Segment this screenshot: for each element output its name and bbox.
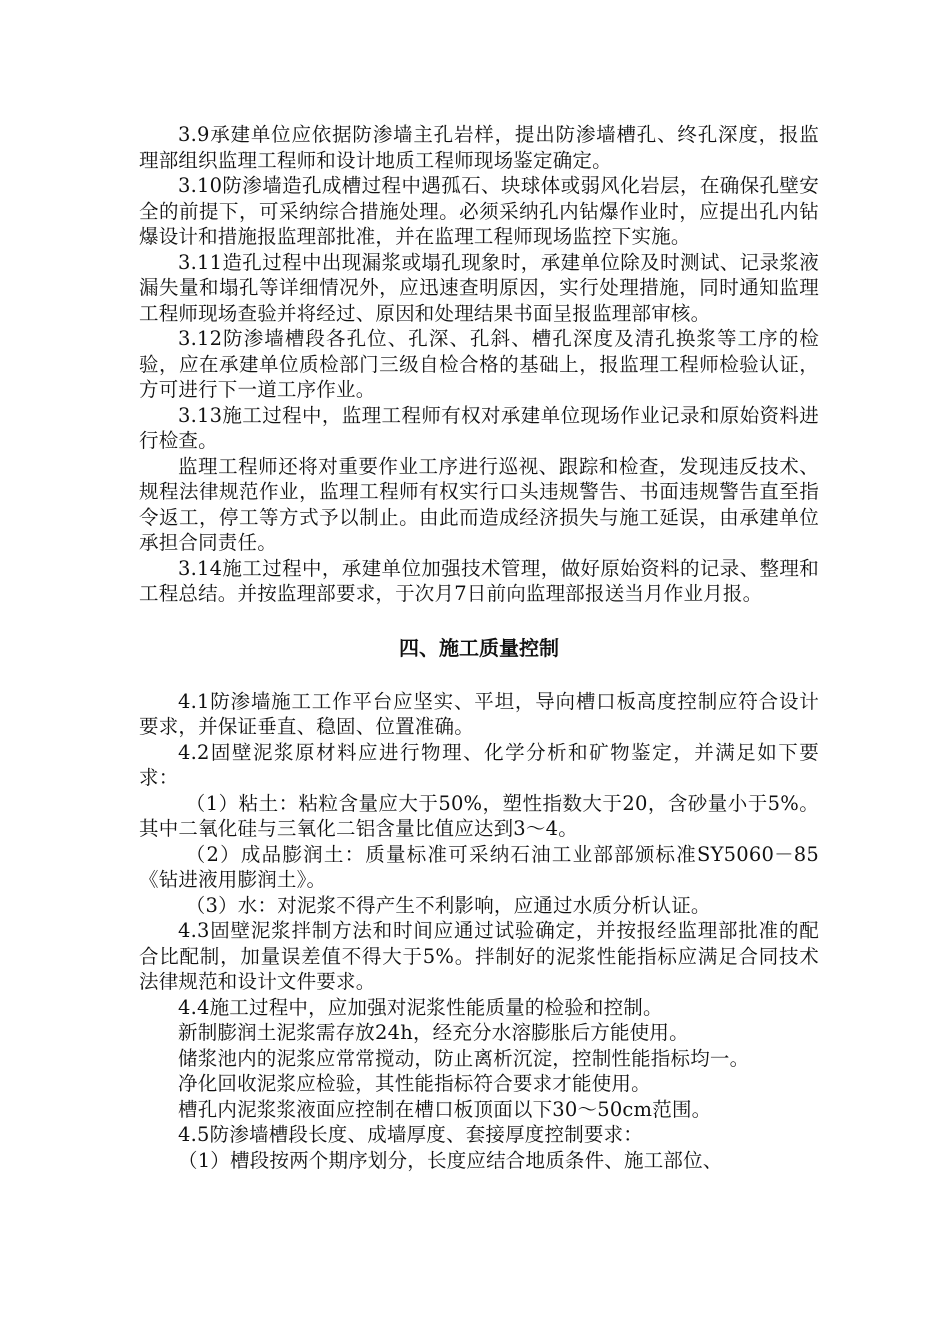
paragraph-3-13: 3.13施工过程中，监理工程师有权对承建单位现场作业记录和原始资料进行检查。: [139, 403, 819, 452]
paragraph-4-4-storage: 新制膨润土泥浆需存放24h，经充分水溶膨胀后方能使用。: [178, 1021, 689, 1044]
paragraph-4-4-stirring: 储浆池内的泥浆应常常搅动，防止离析沉淀，控制性能指标均一。: [178, 1046, 750, 1070]
paragraph-4-5-item-1: （1）槽段按两个期序划分，长度应结合地质条件、施工部位、: [178, 1148, 723, 1172]
paragraph-3-13-supervision: 监理工程师还将对重要作业工序进行巡视、跟踪和检查，发现违反技术、规程法律规范作业，监理工程师有权实行口头违规警告、书面违规警告直至指令返工，停工等方式予以制止。由此而造成经济损失与施工延误，由承建单位承担合同责任。: [139, 454, 819, 554]
section-heading: 四、施工质量控制: [399, 635, 559, 660]
item-water: （3）水：对泥浆不得产生不利影响，应通过水质分析认证。: [185, 893, 711, 917]
spacer: [139, 661, 819, 689]
paragraph-4-4: 4.4施工过程中，应加强对泥浆性能质量的检验和控制。: [178, 995, 663, 1019]
paragraph-4-4-level: 槽孔内泥浆浆液面应控制在槽口板顶面以下30～50cm范围。: [178, 1097, 712, 1121]
paragraph-3-9: 3.9承建单位应依据防渗墙主孔岩样，提出防渗墙槽孔、终孔深度，报监理部组织监理工程师和设计地质工程师现场鉴定确定。: [139, 123, 819, 172]
document-page: [139, 122, 819, 1173]
paragraph-4-3: 4.3固壁泥浆拌制方法和时间应通过试验确定，并按报经监理部批准的配合比配制，加量误差值不得大于5%。拌制好的泥浆性能指标应满足合同技术法律规范和设计文件要求。: [139, 919, 819, 993]
paragraph-3-14: 3.14施工过程中，承建单位加强技术管理，做好原始资料的记录、整理和工程总结。并按监理部要求，于次月7日前向监理部报送当月作业月报。: [139, 556, 819, 605]
item-clay: （1）粘土：粘粒含量应大于50%，塑性指数大于20，含砂量小于5%。其中二氧化硅与三氧化二铝含量比值应达到3～4。: [139, 791, 819, 840]
paragraph-4-4-recycle: 净化回收泥浆应检验，其性能指标符合要求才能使用。: [178, 1072, 651, 1095]
paragraph-3-10: 3.10防渗墙造孔成槽过程中遇孤石、块球体或弱风化岩层，在确保孔壁安全的前提下，可采纳综合措施处理。必须采纳孔内钻爆作业时，应提出孔内钻爆设计和措施报监理部批准，并在监理工程师现场监控下实施。: [139, 174, 819, 248]
paragraph-4-1: 4.1防渗墙施工工作平台应坚实、平坦，导向槽口板高度控制应符合设计要求，并保证垂直、稳固、位置准确。: [139, 689, 819, 738]
paragraph-4-5: 4.5防渗墙槽段长度、成墙厚度、套接厚度控制要求：: [178, 1123, 644, 1146]
item-bentonite: （2）成品膨润土：质量标准可采纳石油工业部部颁标准SY5060－85《钻进液用膨润土》。: [139, 842, 819, 891]
paragraph-3-11: 3.11造孔过程中出现漏浆或塌孔现象时，承建单位除及时测试、记录浆液漏失量和塌孔等详细情况外，应迅速查明原因，实行处理措施，同时通知监理工程师现场查验并将经过、原因和处理结果书面呈报监理部审核。: [139, 250, 819, 325]
paragraph-4-2: 4.2固壁泥浆原材料应进行物理、化学分析和矿物鉴定，并满足如下要求：: [139, 740, 819, 789]
paragraph-3-12: 3.12防渗墙槽段各孔位、孔深、孔斜、槽孔深度及清孔换浆等工序的检验，应在承建单位质检部门三级自检合格的基础上，报监理工程师检验认证，方可进行下一道工序作业。: [139, 327, 819, 401]
spacer: [139, 607, 819, 635]
